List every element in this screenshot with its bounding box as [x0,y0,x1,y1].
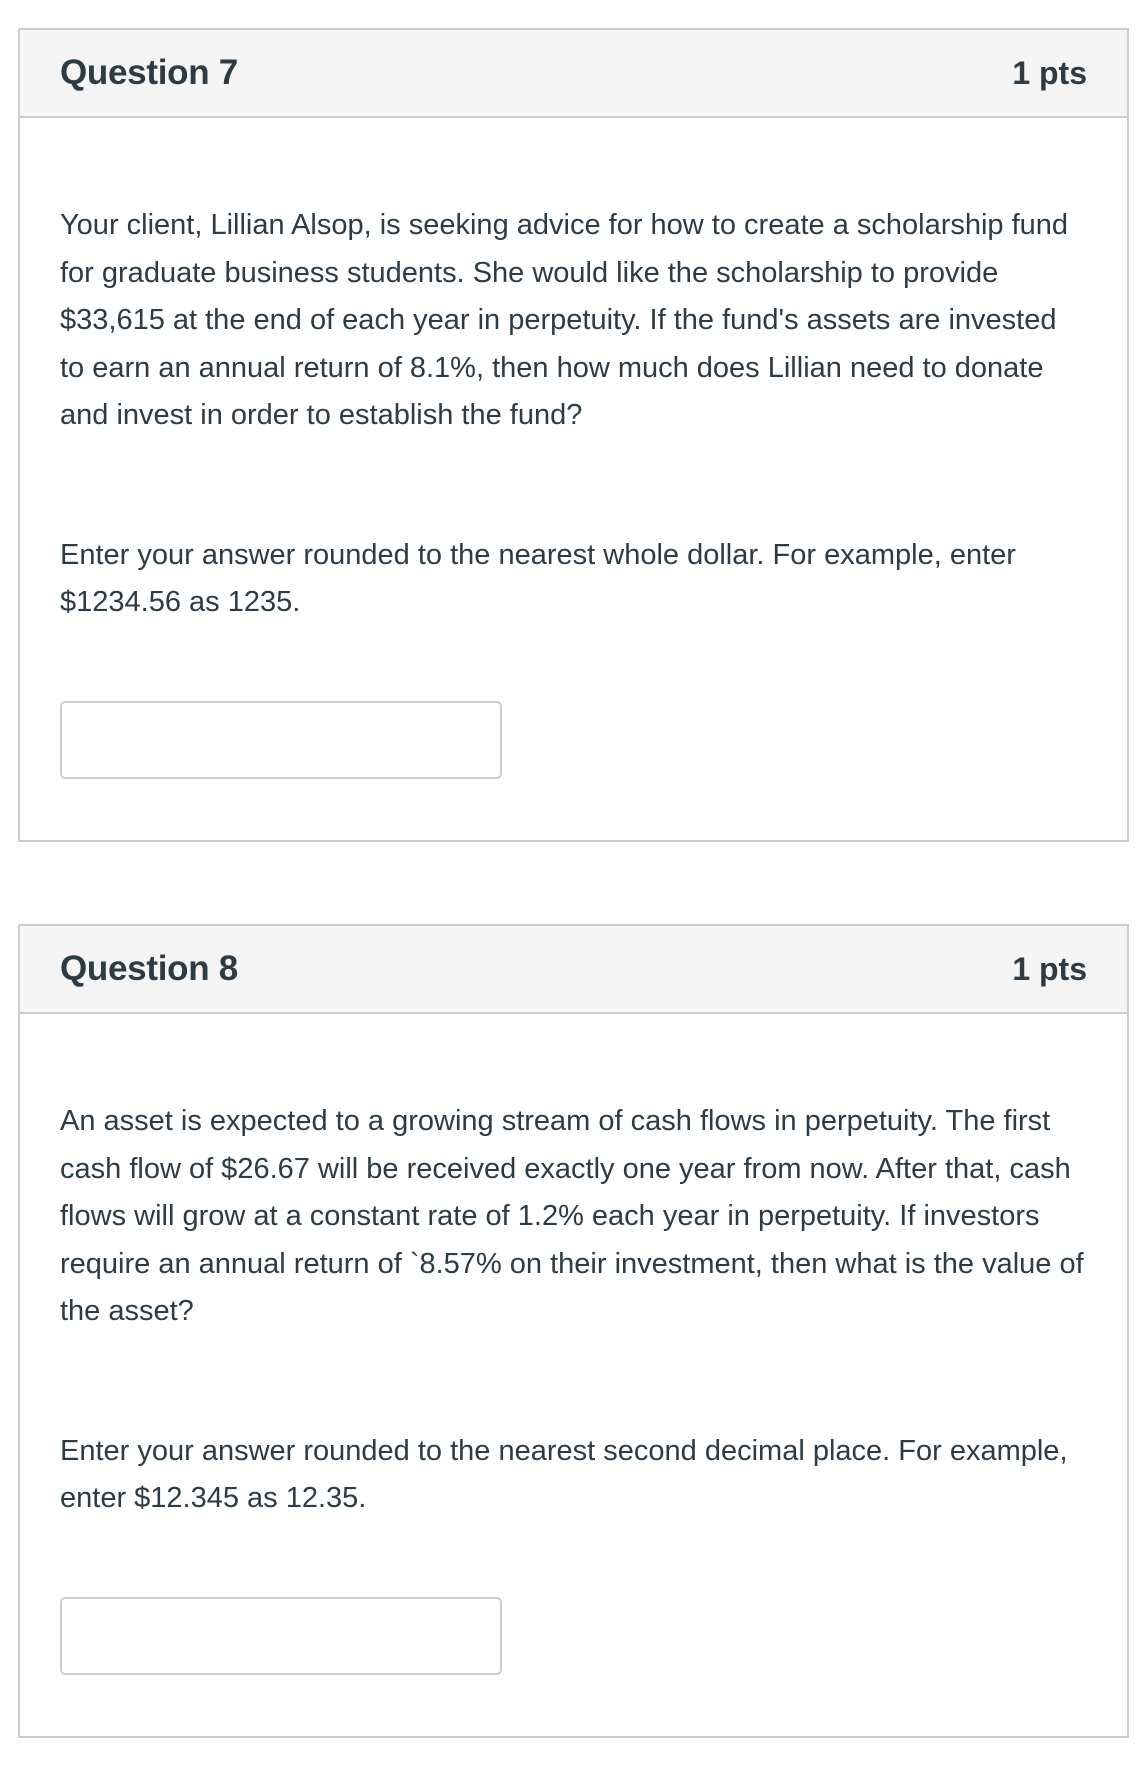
question-8-stem: An asset is expected to a growing stream of cash flows in perpetuity. The first cash flow of $26.67 will be received exactly one year from now. After that, cash flows will grow at a constant rate of 1.2% each year in perpetuity. If investors require an annual return of `8.57% on their investment, then what is the value of the asset? [60,1105,1084,1327]
question-7-header [20,30,1127,118]
question-7-points: 1 pts [1012,54,1087,91]
question-7-title: Question 7 [60,53,238,92]
question-7-instruction: Enter your answer rounded to the nearest whole dollar. For example, enter $1234.56 as 1235. [60,538,1016,618]
question-8-body [20,1014,1127,1675]
question-7-stem: Your client, Lillian Alsop, is seeking advice for how to create a scholarship fund for graduate business students. She would like the scholarship to provide $33,615 at the end of each year in perpetuity. If the fund's assets are invested to earn an annual return of 8.1%, then how much does Lillian need to donate and invest in order to establish the fund? [60,209,1069,431]
question-8-points: 1 pts [1012,950,1087,987]
question-8-card [18,924,1129,1738]
question-8-title: Question 8 [60,949,238,988]
question-8-header [20,926,1127,1014]
question-8-instruction: Enter your answer rounded to the nearest second decimal place. For example, enter $12.345 as 12.35. [60,1434,1068,1514]
question-7-card [18,28,1129,842]
question-8-answer-input[interactable] [60,1597,502,1675]
question-7-answer-input[interactable] [60,701,502,779]
question-7-body [20,118,1127,779]
